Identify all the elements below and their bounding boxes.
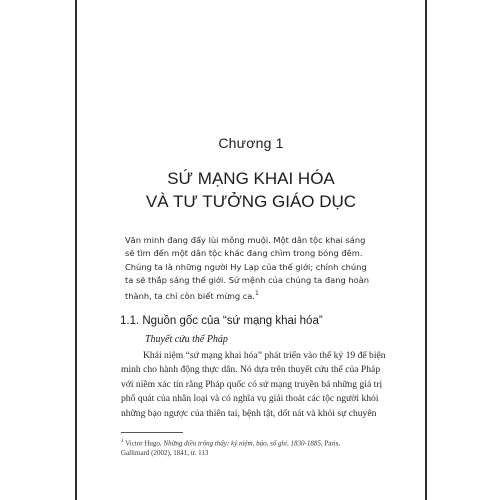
chapter-title-line-1: SỨ MẠNG KHAI HÓA [167,169,335,188]
body-line: Khái niệm “sứ mạng khai hóa” phát triển vào thế kỷ 19 để biện [143,350,386,361]
footnote [121,437,413,458]
footnote-reference: 1 [255,290,259,298]
body-line: phổ quát của nhân loại và có nghĩa vụ giải thoát các tộc người khỏi [121,393,379,405]
book-page [75,0,427,500]
footnote-line-1 [121,437,413,448]
body-line: những bạo ngược của thiên tai, bệnh tật, dốt nát và khỏi sự chuyên [121,407,377,419]
footnote-number: 1 [121,439,124,444]
footnote-prefix: Victor Hugo, [123,439,164,448]
footnote-suffix: , Paris, [320,439,341,448]
epigraph-line: Văn minh đang đẩy lùi mông muội. Một dân tộc khai sáng [125,235,366,245]
epigraph-line: thành, ta chỉ còn biết mừng ca. [125,290,256,301]
epigraph [125,234,387,303]
footnote-title: Những điều trông thấy: ký niệm, báo, số ghi, 1830-1885 [163,439,321,448]
chapter-label: Chương 1 [218,135,284,151]
epigraph-line: sẽ tìm đến một dân tộc khác đang chìm trong bóng đêm. [125,248,363,259]
body-paragraph [121,349,413,421]
footnote-divider [121,432,183,433]
body-line: minh cho hành động thực dân. Nó dựa trên thuyết cứu thế của Pháp [121,364,381,376]
chapter-title [77,167,425,213]
section-subheading: Thuyết cứu thế Pháp [145,334,228,345]
epigraph-line: ta sẽ thắp sáng thế giới. Sứ mệnh của chúng ta đang hoàn [125,274,370,285]
epigraph-last-line [125,287,387,303]
body-line: với niềm xác tín rằng Pháp quốc có sứ mạng truyền bá những giá trị [121,378,383,390]
epigraph-line: Chúng ta là những người Hy Lạp của thế giới; chính chúng [125,261,367,272]
chapter-title-line-2: VÀ TƯ TƯỞNG GIÁO DỤC [145,192,357,211]
section-heading: 1.1. Nguồn gốc của “sứ mạng khai hóa” [120,315,323,327]
footnote-line-2: Gallimard (2002), 1841, tr. 113 [121,449,209,458]
